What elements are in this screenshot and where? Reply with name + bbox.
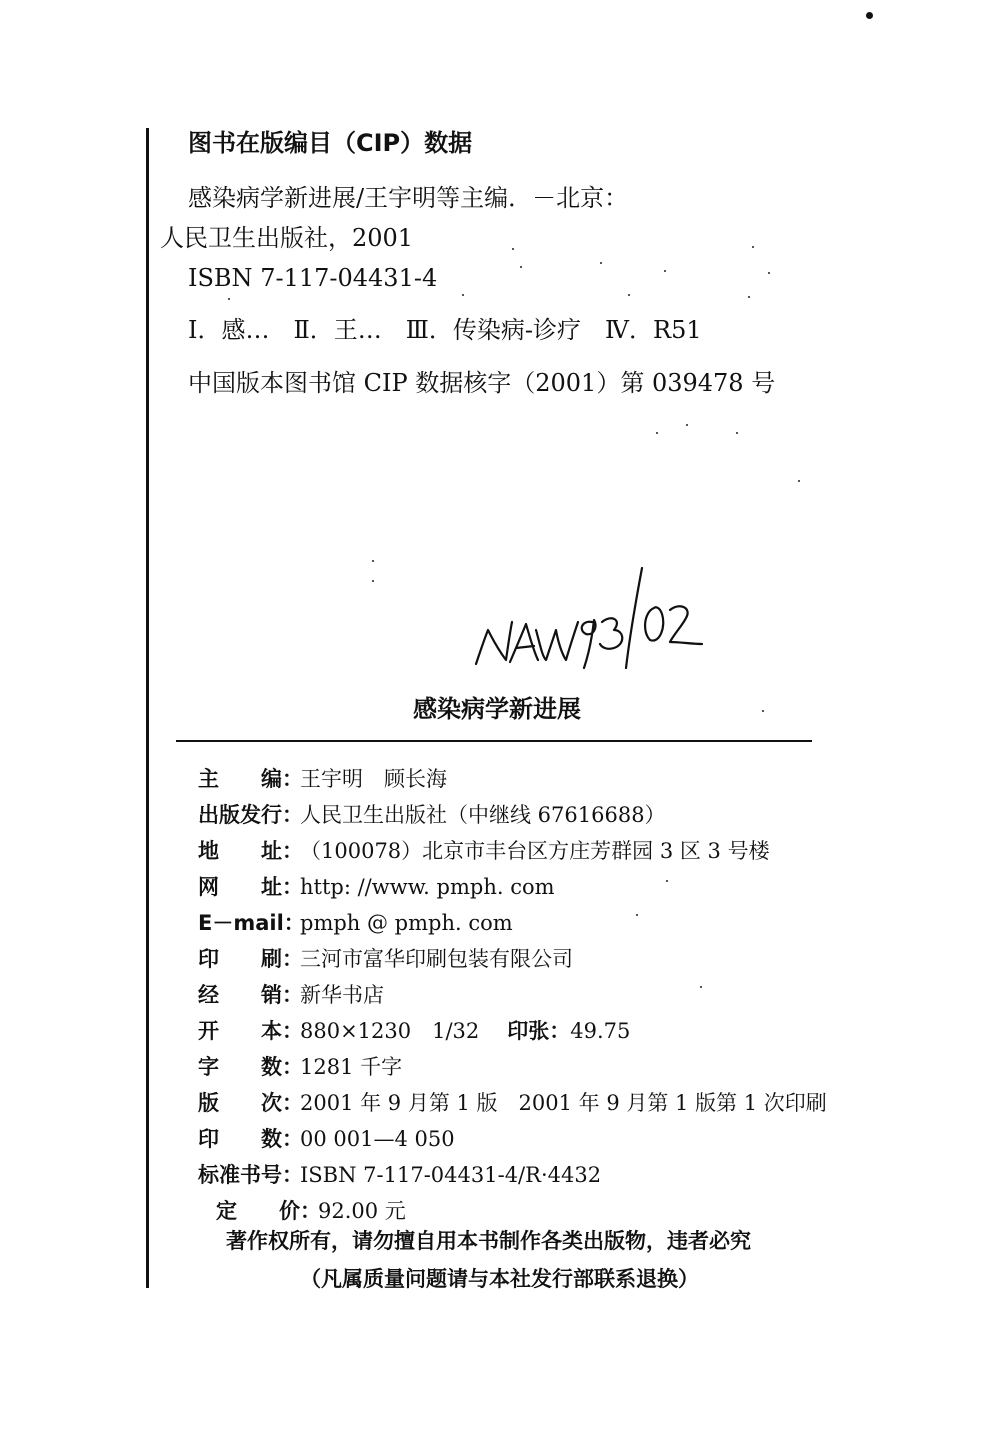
imprint-value: 三河市富华印刷包装有限公司 <box>300 947 573 971</box>
imprint-value: ISBN 7-117-04431-4/R·4432 <box>300 1163 602 1187</box>
imprint-value: 王宇明 顾长海 <box>300 767 447 791</box>
scan-speck <box>748 296 750 298</box>
cip-line-publisher: 人民卫生出版社，2001 <box>160 224 414 252</box>
imprint-row-publisher <box>198 800 898 836</box>
imprint-value: pmph @ pmph. com <box>300 911 513 935</box>
scan-speck <box>656 432 658 434</box>
scan-speck <box>228 298 230 300</box>
imprint-row-printer <box>198 944 898 980</box>
scan-speck <box>664 270 666 272</box>
scan-speck <box>600 262 602 264</box>
printed-sheets-label: 印张： <box>507 1019 571 1043</box>
printed-sheets-value: 49.75 <box>570 1019 631 1043</box>
scan-speck <box>512 248 514 250</box>
imprint-row-print-run <box>198 1124 898 1160</box>
imprint-row-editor <box>198 764 898 800</box>
imprint-value: 1281 千字 <box>300 1055 403 1079</box>
imprint-label: 出版发行： <box>198 803 303 827</box>
imprint-value: 2001 年 9 月第 1 版 2001 年 9 月第 1 版第 1 次印刷 <box>300 1091 827 1115</box>
imprint-block <box>198 764 898 1232</box>
price-value: 92.00 元 <box>318 1199 406 1223</box>
imprint-value: 人民卫生出版社（中继线 67616688） <box>300 803 666 827</box>
handwritten-signature <box>470 560 710 670</box>
imprint-label: 字 数： <box>198 1055 303 1079</box>
scan-speck <box>462 294 464 296</box>
imprint-label: 地 址： <box>198 839 303 863</box>
scan-speck <box>798 480 800 482</box>
imprint-label: 印 刷： <box>198 947 303 971</box>
book-title: 感染病学新进展 <box>413 695 581 723</box>
imprint-row-distributor <box>198 980 898 1016</box>
imprint-label: 标准书号： <box>198 1163 303 1187</box>
imprint-label: 网 址： <box>198 875 303 899</box>
cip-line-subjects: Ⅰ．感… Ⅱ．王… Ⅲ．传染病-诊疗 Ⅳ．R51 <box>188 316 702 344</box>
copyright-notice: 著作权所有，请勿擅自用本书制作各类出版物，违者必究 <box>226 1229 751 1253</box>
imprint-label: 印 数： <box>198 1127 303 1151</box>
title-rule <box>176 740 812 742</box>
cip-line-title-editor: 感染病学新进展/王宇明等主编．－北京： <box>188 184 629 212</box>
imprint-value: （100078）北京市丰台区方庄芳群园 3 区 3 号楼 <box>300 839 770 863</box>
scan-speck <box>752 246 754 248</box>
imprint-label: 开 本： <box>198 1019 303 1043</box>
scan-speck <box>736 432 738 434</box>
cip-line-isbn: ISBN 7-117-04431-4 <box>188 264 438 292</box>
imprint-label: 主 编： <box>198 767 303 791</box>
imprint-row-website <box>198 872 898 908</box>
imprint-row-address <box>198 836 898 872</box>
imprint-row-isbn <box>198 1160 898 1196</box>
corner-mark <box>866 12 873 19</box>
imprint-label: E－mail： <box>198 911 305 935</box>
price-label: 定 价： <box>216 1199 321 1223</box>
imprint-value: 新华书店 <box>300 983 384 1007</box>
imprint-value: 880×1230 1/32 <box>300 1019 480 1043</box>
cip-heading: 图书在版编目（CIP）数据 <box>188 129 473 157</box>
scan-speck <box>520 266 522 268</box>
imprint-label: 经 销： <box>198 983 303 1007</box>
imprint-value: 00 001—4 050 <box>300 1127 455 1151</box>
imprint-row-format <box>198 1016 898 1052</box>
scan-speck <box>372 560 374 562</box>
imprint-row-word-count <box>198 1052 898 1088</box>
imprint-label: 版 次： <box>198 1091 303 1115</box>
scan-speck <box>768 272 770 274</box>
scan-speck <box>628 294 630 296</box>
imprint-value: http: //www. pmph. com <box>300 875 555 899</box>
imprint-row-edition <box>198 1088 898 1124</box>
scan-speck <box>686 424 688 426</box>
returns-notice: （凡属质量问题请与本社发行部联系退换） <box>300 1267 699 1291</box>
imprint-row-email <box>198 908 898 944</box>
scan-speck <box>372 580 374 582</box>
cip-line-record-number: 中国版本图书馆 CIP 数据核字（2001）第 039478 号 <box>188 369 776 397</box>
